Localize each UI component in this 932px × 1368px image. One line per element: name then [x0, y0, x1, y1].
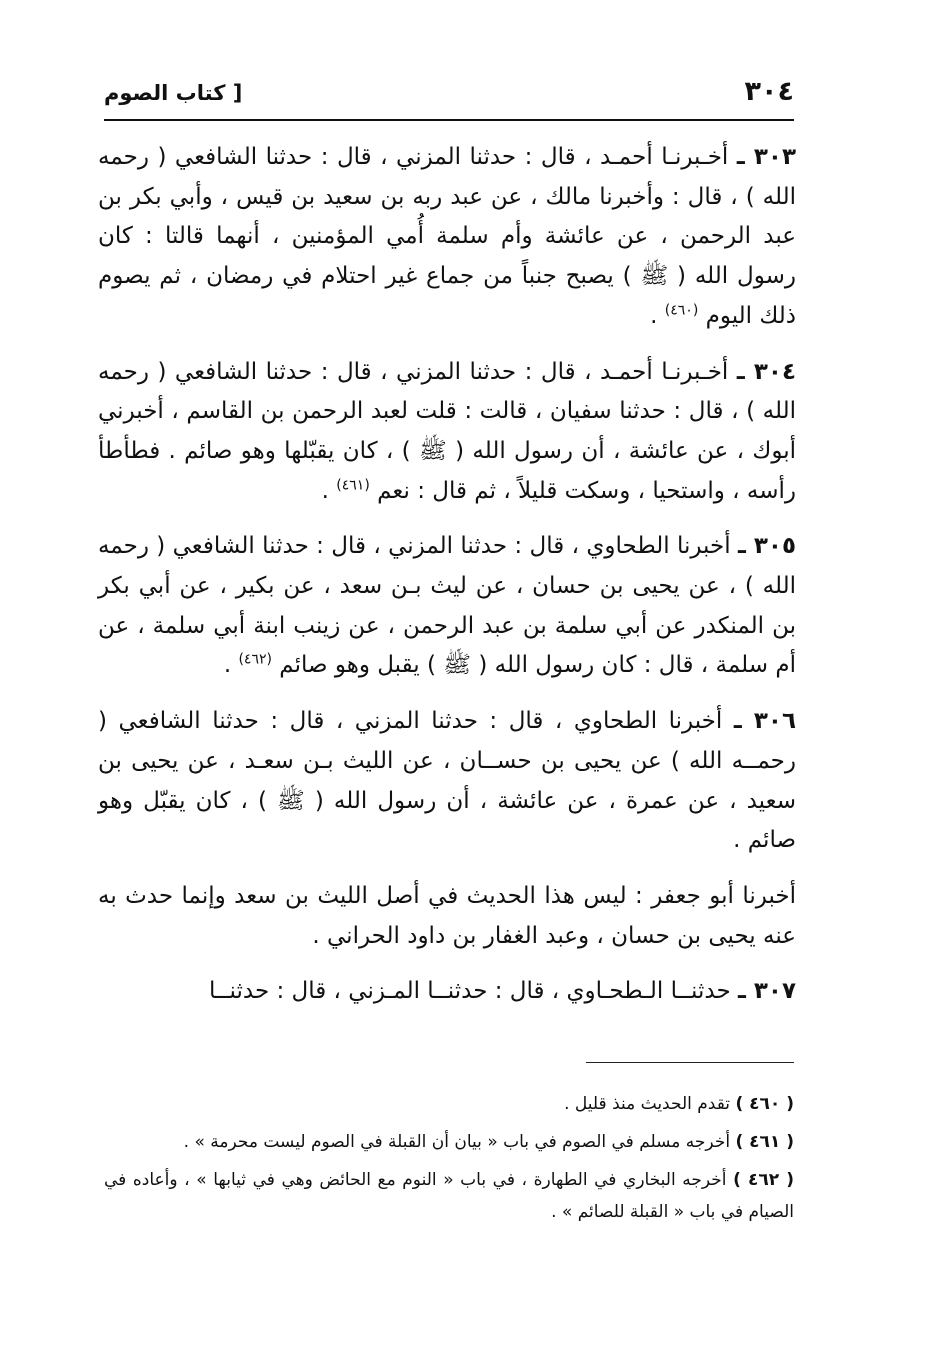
paragraph-end: . — [650, 302, 665, 329]
footnote-text: تقدم الحديث منذ قليل . — [564, 1094, 731, 1114]
footnote-number: ( ٤٦١ ) — [735, 1132, 794, 1152]
paragraph-end: . — [223, 652, 239, 679]
hadith-paragraph-303 — [98, 138, 796, 337]
hadith-text: أخـبرنـا أحمـد ، قال : حدثنا المزني ، قال : حدثنا الشافعي ( رحمه الله ) ، قال : وأخبرنا مالك ، عن عبد ربه بن سعيد بن قيس ، وأبي بكر بن عبد الرحمن ، عن عائشة وأم سلمة أُمي المؤمنين ، أنهما قالتا : كان رسول الله ( ﷺ ) يصبح جنباً من جماع غير احتلام في رمضان ، ثم يصوم ذلك اليوم — [98, 144, 796, 329]
hadith-text: أخبرنا الطحاوي ، قال : حدثنا المزني ، قال : حدثنا الشافعي ( رحمــه الله ) عن يحيى بن حســان ، عن الليث بـن سعـد ، عن يحيى بن سعيد ، عن عمرة ، عن عائشة ، أن رسول الله ( ﷺ ) ، كان يقبّل وهو صائم . — [98, 708, 796, 854]
hadith-paragraph-307 — [98, 972, 796, 1012]
hadith-paragraph-304 — [98, 353, 796, 512]
footnote-460 — [104, 1088, 794, 1120]
footnotes — [104, 1088, 794, 1234]
hadith-text: أخبرنا الطحاوي ، قال : حدثنا المزني ، قال : حدثنا الشافعي ( رحمه الله ) ، عن يحيى بن حسان ، عن ليث بـن سعد ، عن بكير ، عن أبي بكر بن المنكدر عن أبي سلمة بن عبد الرحمن ، عن زينب ابنة أبي سلمة ، عن أم سلمة ، قال : كان رسول الله ( ﷺ ) يقبل وهو صائم — [98, 533, 796, 679]
footnote-text: أخرجه مسلم في الصوم في باب « بيان أن القبلة في الصوم ليست محرمة » . — [183, 1132, 731, 1152]
hadith-number: ٣٠٦ ـ — [733, 708, 797, 735]
commentary-paragraph — [98, 877, 796, 956]
running-title: [ كتاب الصوم — [104, 81, 243, 105]
hadith-text: حدثنــا الـطحـاوي ، قال : حدثنــا المـزني ، قال : حدثنــا — [209, 978, 731, 1005]
footnote-462 — [104, 1164, 794, 1228]
footnote-ref: (٤٦٠) — [664, 302, 699, 319]
hadith-number: ٣٠٥ ـ — [737, 533, 797, 560]
hadith-number: ٣٠٤ ـ — [736, 358, 796, 385]
hadith-paragraph-305 — [98, 527, 796, 686]
main-text — [98, 138, 796, 1028]
hadith-paragraph-306 — [98, 702, 796, 861]
footnote-rule — [586, 1062, 794, 1063]
hadith-text: أخـبرنـا أحمـد ، قال : حدثنا المزني ، قال : حدثنا الشافعي ( رحمه الله ) ، قال : حدثنا سفيان ، قالت : قلت لعبد الرحمن بن القاسم ، أخبرني أبوك ، عن عائشة ، أن رسول الله ( ﷺ ) ، كان يقبّلها وهو صائم . فطأطأ رأسه ، واستحيا ، وسكت قليلاً ، ثم قال : نعم — [98, 358, 796, 504]
footnote-461 — [104, 1126, 794, 1158]
footnote-text: أخرجه البخاري في الطهارة ، في باب « النوم مع الحائض وهي في ثيابها » ، وأعاده في الصيام في باب « القبلة للصائم » . — [104, 1170, 794, 1222]
footnote-ref: (٤٦١) — [336, 476, 370, 493]
header-rule — [104, 119, 794, 121]
paragraph-end: . — [321, 477, 337, 504]
hadith-number: ٣٠٧ ـ — [738, 978, 796, 1005]
footnote-ref: (٤٦٢) — [238, 651, 272, 668]
footnote-number: ( ٤٦٢ ) — [733, 1170, 794, 1190]
footnote-number: ( ٤٦٠ ) — [735, 1094, 794, 1114]
page-header — [104, 74, 794, 114]
hadith-number: ٣٠٣ ـ — [736, 144, 796, 170]
page-number: ٣٠٤ — [744, 76, 794, 107]
commentary-text: أخبرنا أبو جعفر : ليس هذا الحديث في أصل الليث بن سعد وإنما حدث به عنه يحيى بن حسان ، وعبد الغفار بن داود الحراني . — [98, 882, 796, 949]
